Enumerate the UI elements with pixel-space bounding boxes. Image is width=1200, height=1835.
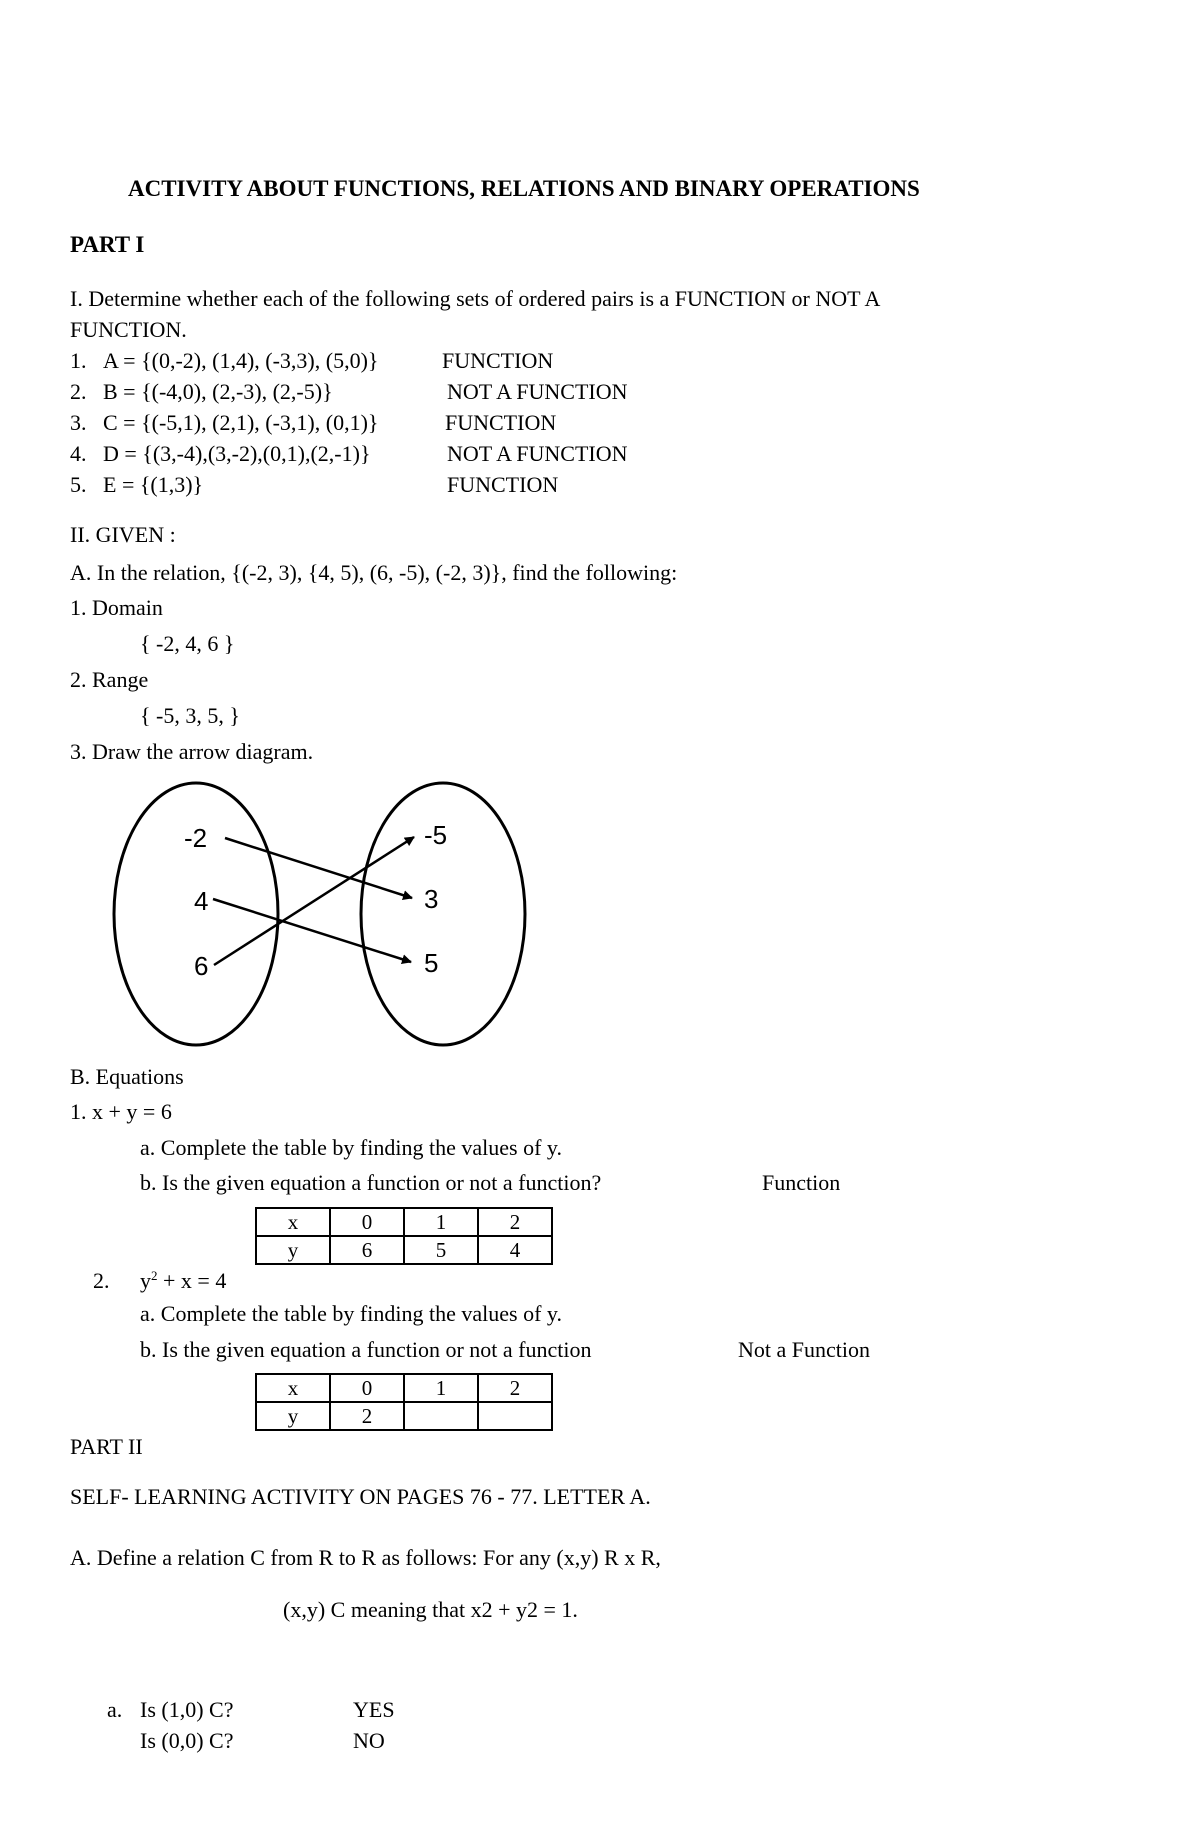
question-answer: NO [353,1728,385,1753]
item-set: B = {(-4,0), (2,-3), (2,-5)} [103,379,333,404]
table-cell: 4 [478,1236,552,1264]
eq2-exponent: 2 [151,1268,158,1283]
table-cell [404,1402,478,1430]
eq1-part-b: b. Is the given equation a function or not a function? [140,1170,602,1195]
question-text: Is (1,0) C? [140,1697,234,1722]
item-answer: FUNCTION [447,472,559,497]
table-row [256,1236,552,1264]
equation-2 [140,1270,226,1292]
eq2-number: 2. [93,1268,110,1293]
eq1-part-a: a. Complete the table by finding the values of y. [140,1135,562,1160]
domain-element: -2 [184,823,208,853]
table-cell: y [256,1236,330,1264]
item-set: D = {(3,-4),(3,-2),(0,1),(2,-1)} [103,441,371,466]
table-cell: 1 [404,1208,478,1236]
self-learning-line: SELF- LEARNING ACTIVITY ON PAGES 76 - 77. LETTER A. [70,1484,651,1509]
range-label: 2. Range [70,667,149,692]
arrow-4-to-5 [213,899,411,962]
item-answer: FUNCTION [442,348,554,373]
item-answer: NOT A FUNCTION [447,441,628,466]
question-prefix: a. [107,1697,123,1722]
item-set: E = {(1,3)} [103,472,204,497]
item-number: 1. [70,348,87,373]
eq2-answer: Not a Function [738,1337,870,1362]
table-cell: y [256,1402,330,1430]
page-title: ACTIVITY ABOUT FUNCTIONS, RELATIONS AND BINARY OPERATIONS [128,176,920,201]
eq1-answer: Function [762,1170,841,1195]
item-number: 5. [70,472,87,497]
table-cell: x [256,1374,330,1402]
table-cell: 6 [330,1236,404,1264]
table-cell: 0 [330,1374,404,1402]
table-cell [478,1402,552,1430]
item-number: 2. [70,379,87,404]
table-cell: 1 [404,1374,478,1402]
define-relation-line: A. Define a relation C from R to R as follows: For any (x,y) R x R, [70,1545,661,1570]
table-cell: 2 [478,1374,552,1402]
instruction-line-2: FUNCTION. [70,317,187,342]
equation-1: 1. x + y = 6 [70,1099,172,1124]
arrow-6-to-neg5 [214,837,414,965]
eq2-part-a: a. Complete the table by finding the values of y. [140,1301,562,1326]
item-number: 4. [70,441,87,466]
arrow-diagram-label: 3. Draw the arrow diagram. [70,739,314,764]
eq1-table [255,1207,553,1265]
relation-line: A. In the relation, {(-2, 3), {4, 5), (6, -5), (-2, 3)}, find the following: [70,560,678,585]
eq2-part-b: b. Is the given equation a function or not a function [140,1337,592,1362]
table-row [256,1208,552,1236]
range-element: 5 [424,948,439,978]
item-set: C = {(-5,1), (2,1), (-3,1), (0,1)} [103,410,379,435]
part-one-heading: PART I [70,232,145,257]
instruction-line-1: I. Determine whether each of the following sets of ordered pairs is a FUNCTION or NOT A [70,286,881,311]
arrow-neg2-to-3 [225,838,412,898]
table-cell: x [256,1208,330,1236]
item-set: A = {(0,-2), (1,4), (-3,3), (5,0)} [103,348,379,373]
eq2-table [255,1373,553,1431]
domain-label: 1. Domain [70,595,163,620]
table-cell: 0 [330,1208,404,1236]
question-answer: YES [353,1697,395,1722]
eq2-lhs: y [140,1268,151,1293]
domain-value: { -2, 4, 6 } [140,631,235,656]
table-row [256,1402,552,1430]
part-two-heading: PART II [70,1434,143,1459]
given-heading: II. GIVEN : [70,522,176,547]
item-answer: FUNCTION [445,410,557,435]
range-value: { -5, 3, 5, } [140,703,240,728]
table-cell: 2 [330,1402,404,1430]
question-text: Is (0,0) C? [140,1728,234,1753]
equations-heading: B. Equations [70,1064,184,1089]
domain-element: 4 [194,886,209,916]
item-number: 3. [70,410,87,435]
range-element: 3 [424,884,439,914]
domain-element: 6 [194,951,209,981]
range-element: -5 [424,820,448,850]
table-cell: 2 [478,1208,552,1236]
table-cell: 5 [404,1236,478,1264]
table-row [256,1374,552,1402]
eq2-rhs: + x = 4 [157,1268,227,1293]
relation-meaning-line: (x,y) C meaning that x2 + y2 = 1. [283,1597,578,1622]
item-answer: NOT A FUNCTION [447,379,628,404]
